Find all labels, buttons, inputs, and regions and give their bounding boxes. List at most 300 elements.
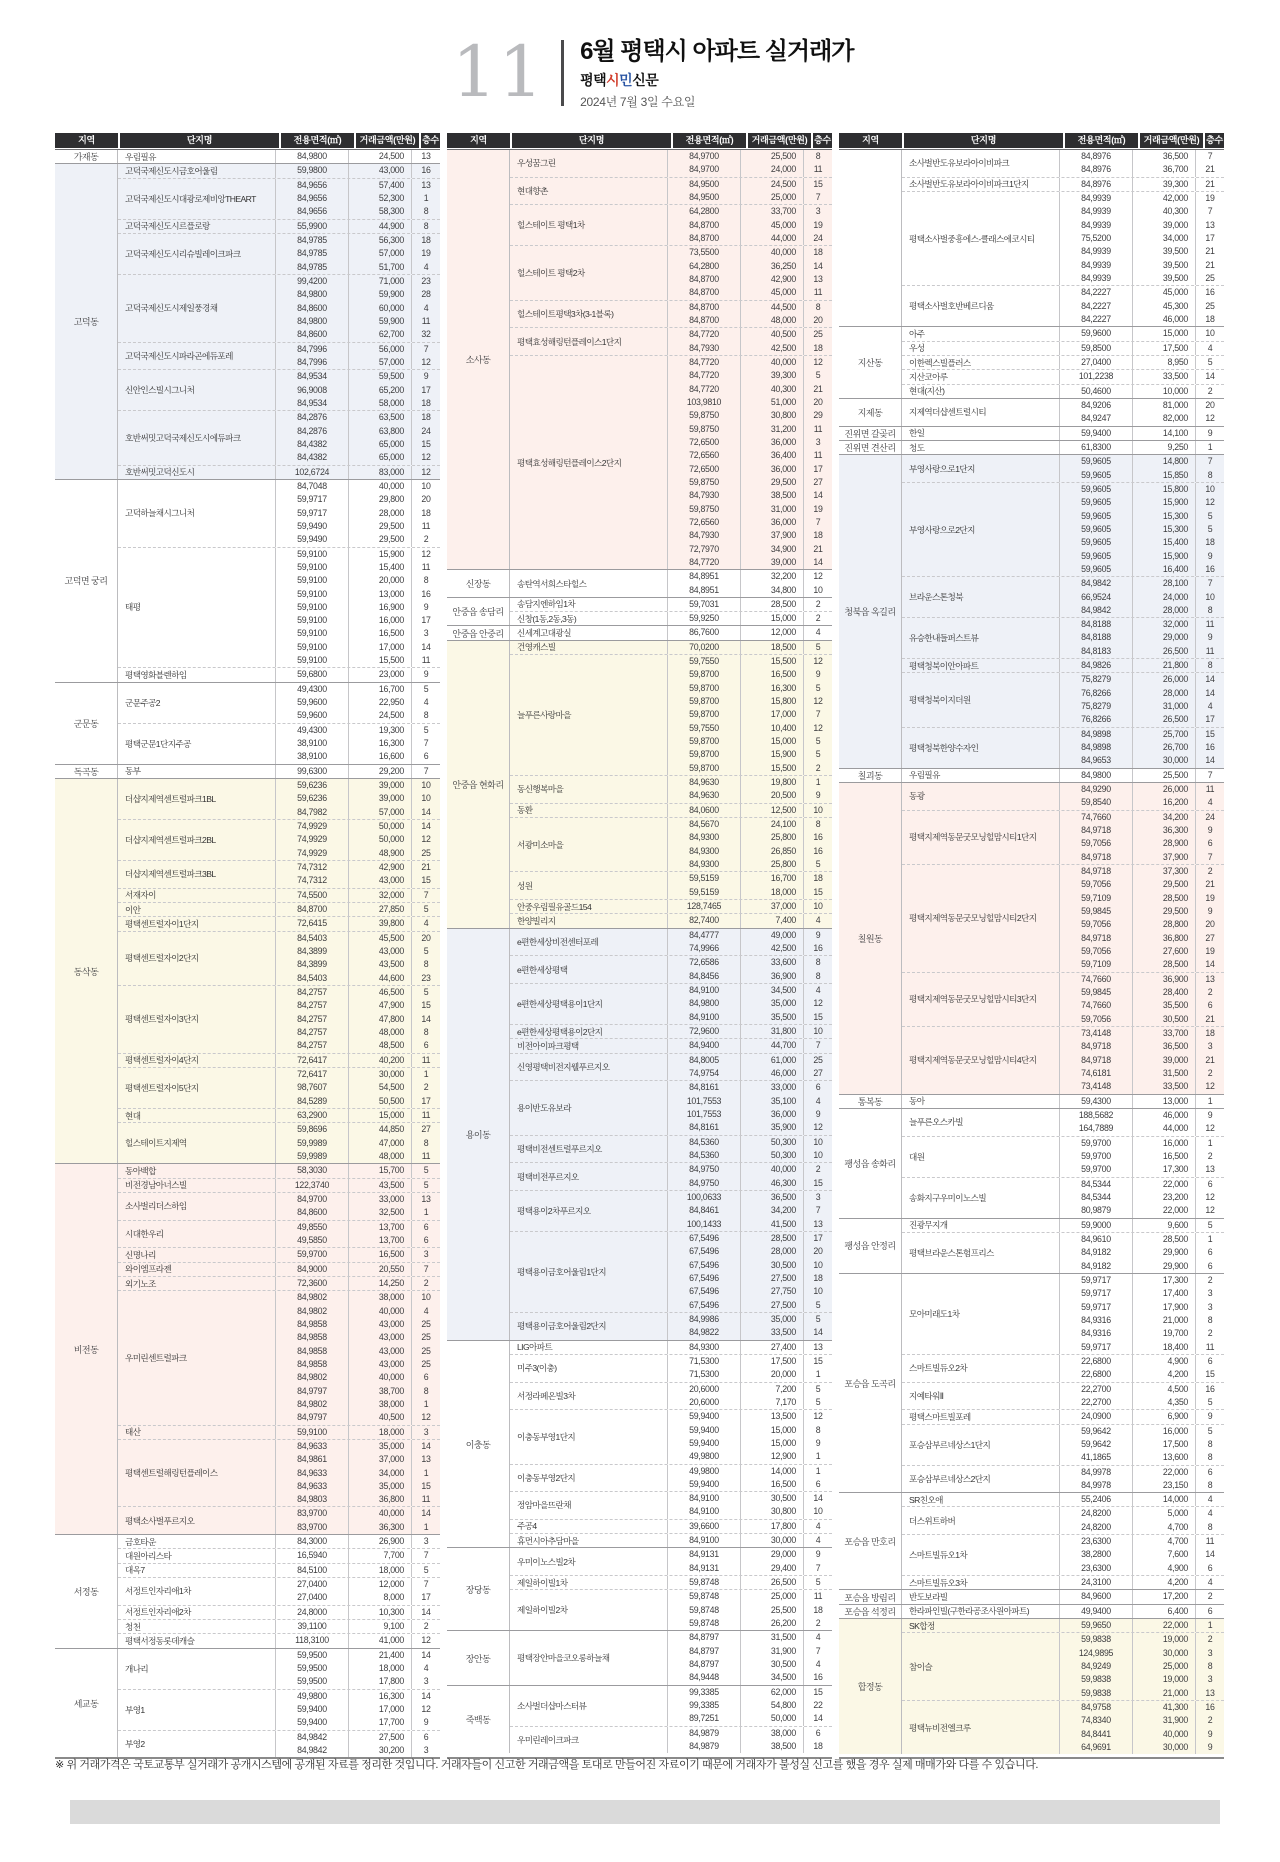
area-cell: 76,8266 — [1060, 687, 1133, 700]
price-cell: 45,000 — [1133, 286, 1196, 299]
floor-cell: 14 — [421, 1508, 431, 1519]
transaction-row — [276, 1109, 440, 1122]
region-block — [447, 1547, 832, 1630]
floor-cell: 9 — [815, 669, 821, 680]
complex-row — [118, 1108, 440, 1122]
floor-cell: 2 — [815, 762, 821, 773]
transaction-row — [1060, 958, 1224, 971]
floor-cell: 7 — [1207, 206, 1213, 217]
price-cell: 17,200 — [1133, 1590, 1196, 1603]
floor-cell: 4 — [1207, 1508, 1213, 1519]
area-cell: 59,8700 — [668, 695, 741, 708]
area-cell: 84,5403 — [276, 972, 349, 985]
area-cell: 76,8266 — [1060, 713, 1133, 726]
complex-name-cell: 이충동부영2단지 — [510, 1465, 668, 1492]
area-cell: 59,9845 — [1060, 905, 1133, 918]
rows-column — [1060, 1355, 1224, 1382]
transaction-row — [1060, 973, 1224, 986]
complex-row — [510, 626, 832, 639]
area-cell: 118,3100 — [276, 1634, 349, 1647]
complex-row — [118, 888, 440, 902]
area-cell: 74,9929 — [276, 820, 349, 833]
complex-row — [902, 482, 1224, 576]
area-cell: 84,9633 — [276, 1467, 349, 1480]
area-cell: 59,9490 — [276, 520, 349, 533]
area-cell: 23,6300 — [1060, 1535, 1133, 1548]
transaction-row — [1060, 313, 1224, 326]
price-cell: 26,500 — [741, 1576, 804, 1589]
complex-row — [902, 1232, 1224, 1273]
area-cell: 84,9842 — [276, 1731, 349, 1744]
footer-band — [70, 1800, 1220, 1824]
transaction-row — [668, 449, 832, 462]
complex-name-cell: 평택센트럴자이5단지 — [118, 1068, 276, 1108]
area-cell: 84,2227 — [1060, 300, 1133, 313]
floor-cell: 3 — [423, 1426, 429, 1437]
complex-row — [510, 611, 832, 625]
transaction-row — [276, 275, 440, 288]
price-cell: 17,000 — [349, 1703, 412, 1716]
area-cell: 84,9448 — [668, 1671, 741, 1684]
transaction-row — [1060, 232, 1224, 245]
transaction-row — [276, 1426, 440, 1439]
price-cell: 26,000 — [1133, 673, 1196, 686]
complex-name-cell: 더샵지제역센트럴파크1BL — [118, 779, 276, 819]
transaction-row — [1060, 728, 1224, 741]
floor-cell: 9 — [815, 1437, 821, 1448]
price-cell: 44,850 — [349, 1123, 412, 1136]
region-body — [902, 1590, 1224, 1603]
complex-row — [510, 955, 832, 983]
transaction-row — [668, 818, 832, 831]
area-cell: 84,9718 — [1060, 932, 1133, 945]
price-cell: 16,200 — [1133, 796, 1196, 809]
complex-name-cell: 송담지엔하임1차 — [510, 598, 668, 611]
rows-column — [1060, 192, 1224, 285]
floor-cell: 7 — [1207, 456, 1213, 467]
transaction-row — [668, 1108, 832, 1121]
complex-name-cell: 대옥7 — [118, 1564, 276, 1577]
transaction-row — [1060, 1341, 1224, 1354]
complex-name-cell: 평택브라운스톤험프리스 — [902, 1233, 1060, 1273]
transaction-row — [276, 1026, 440, 1039]
transaction-row — [668, 1067, 832, 1080]
complex-name-cell: 지산코아루 — [902, 370, 1060, 383]
rows-column — [668, 641, 832, 654]
complex-row — [118, 480, 440, 547]
area-cell: 82,7400 — [668, 914, 741, 927]
area-cell: 84,2757 — [276, 1026, 349, 1039]
price-cell: 46,000 — [1133, 1109, 1196, 1122]
area-cell: 59,6236 — [276, 779, 349, 792]
floor-cell: 8 — [1207, 1661, 1213, 1672]
rows-column — [276, 179, 440, 219]
price-cell: 40,500 — [741, 328, 804, 341]
area-cell: 59,9100 — [276, 561, 349, 574]
region-cell: 이충동 — [447, 1341, 510, 1548]
price-cell: 16,600 — [349, 750, 412, 763]
complex-row — [510, 1589, 832, 1630]
complex-row — [118, 164, 440, 177]
rows-column — [276, 164, 440, 177]
transaction-row — [276, 1039, 440, 1052]
rows-column — [668, 1727, 832, 1754]
area-cell: 84,2757 — [276, 999, 349, 1012]
area-cell: 59,9100 — [276, 654, 349, 667]
floor-cell: 5 — [1207, 510, 1213, 521]
transaction-row — [276, 765, 440, 778]
price-cell: 17,800 — [741, 1520, 804, 1533]
price-cell: 17,800 — [349, 1675, 412, 1688]
area-cell: 84,2227 — [1060, 313, 1133, 326]
area-cell: 84,8976 — [1060, 150, 1133, 163]
rows-column — [276, 548, 440, 668]
price-cell: 38,000 — [349, 1398, 412, 1411]
area-cell: 83,9700 — [276, 1507, 349, 1520]
area-cell: 80,9879 — [1060, 1204, 1133, 1217]
transaction-row — [1060, 659, 1224, 672]
column-header: 전용면적(㎡) — [281, 133, 354, 148]
rows-column — [1060, 618, 1224, 658]
area-cell: 84,9000 — [276, 1263, 349, 1276]
floor-cell: 12 — [1205, 1205, 1215, 1216]
transaction-row — [1060, 1660, 1224, 1673]
floor-cell: 3 — [815, 436, 821, 447]
area-cell: 84,8700 — [668, 314, 741, 327]
complex-name-cell: 부영사랑으로1단지 — [902, 455, 1060, 482]
floor-cell: 25 — [813, 1054, 823, 1065]
complex-name-cell: 늘푸른사랑마을 — [510, 655, 668, 775]
transaction-row — [668, 570, 832, 583]
complex-name-cell: 우성꿈그린 — [510, 150, 668, 177]
area-cell: 59,9838 — [1060, 1633, 1133, 1646]
price-cell: 33,500 — [1133, 370, 1196, 383]
area-cell: 100,1433 — [668, 1218, 741, 1231]
transaction-row — [668, 1039, 832, 1052]
price-cell: 27,500 — [349, 1731, 412, 1744]
region-cell: 안중읍 현화리 — [447, 641, 510, 928]
rows-column — [668, 956, 832, 983]
floor-cell: 8 — [1207, 1452, 1213, 1463]
transaction-row — [276, 1634, 440, 1647]
floor-cell: 7 — [423, 1263, 429, 1274]
transaction-row — [668, 655, 832, 668]
floor-cell: 12 — [421, 548, 431, 559]
transaction-row — [668, 1658, 832, 1671]
area-cell: 55,2406 — [1060, 1493, 1133, 1506]
floor-cell: 12 — [813, 722, 823, 733]
price-cell: 40,300 — [741, 383, 804, 396]
price-cell: 4,900 — [1133, 1562, 1196, 1575]
transaction-row — [276, 370, 440, 383]
price-cell: 16,300 — [349, 1690, 412, 1703]
floor-cell: 18 — [813, 342, 823, 353]
complex-name-cell: 우림필유 — [118, 150, 276, 163]
floor-cell: 11 — [813, 423, 823, 434]
transaction-row — [1060, 618, 1224, 631]
transaction-row — [276, 1507, 440, 1520]
floor-cell: 18 — [813, 1604, 823, 1615]
area-cell: 96,9008 — [276, 384, 349, 397]
floor-cell: 27 — [813, 476, 823, 487]
complex-name-cell: 금호타운 — [118, 1535, 276, 1548]
column-header: 지역 — [839, 133, 902, 148]
complex-row — [510, 1135, 832, 1163]
floor-cell: 15 — [421, 875, 431, 886]
price-cell: 44,500 — [741, 301, 804, 314]
complex-row — [118, 1192, 440, 1220]
area-cell: 67,5496 — [668, 1272, 741, 1285]
floor-cell: 5 — [423, 1165, 429, 1176]
area-cell: 59,9838 — [1060, 1687, 1133, 1700]
floor-cell: 2 — [815, 1618, 821, 1629]
price-cell: 15,000 — [741, 1437, 804, 1450]
floor-cell: 2 — [815, 613, 821, 624]
price-cell: 16,000 — [1133, 1425, 1196, 1438]
price-cell: 30,000 — [1133, 1647, 1196, 1660]
area-cell: 41,1865 — [1060, 1451, 1133, 1464]
price-cell: 43,000 — [349, 164, 412, 177]
area-cell: 38,9100 — [276, 737, 349, 750]
rows-column — [668, 1492, 832, 1519]
complex-row — [118, 765, 440, 778]
area-cell: 59,7550 — [668, 722, 741, 735]
complex-name-cell: 스마트빌듀오2차 — [902, 1355, 1060, 1382]
area-cell: 84,8188 — [1060, 631, 1133, 644]
complex-row — [118, 219, 440, 233]
rows-column — [668, 626, 832, 639]
column-header: 지역 — [447, 133, 510, 148]
transaction-row — [1060, 1741, 1224, 1754]
price-cell: 42,000 — [1133, 192, 1196, 205]
region-cell: 동삭동 — [55, 779, 118, 1163]
floor-cell: 6 — [423, 1731, 429, 1742]
transaction-row — [668, 1631, 832, 1644]
transaction-row — [276, 192, 440, 205]
transaction-row — [276, 1081, 440, 1094]
area-cell: 59,9400 — [276, 1703, 349, 1716]
area-cell: 59,9400 — [668, 1410, 741, 1423]
region-block — [839, 398, 1224, 426]
price-cell: 7,400 — [741, 914, 804, 927]
rows-column — [668, 1410, 832, 1463]
transaction-row — [668, 409, 832, 422]
area-cell: 101,2238 — [1060, 370, 1133, 383]
area-cell: 84,5360 — [668, 1136, 741, 1149]
floor-cell: 14 — [813, 1327, 823, 1338]
transaction-row — [668, 246, 832, 259]
area-cell: 59,8748 — [668, 1576, 741, 1589]
transaction-row — [1060, 1314, 1224, 1327]
floor-cell: 18 — [421, 397, 431, 408]
area-cell: 84,5670 — [668, 818, 741, 831]
transaction-row — [1060, 892, 1224, 905]
transaction-row — [1060, 645, 1224, 658]
price-cell: 40,200 — [349, 1054, 412, 1067]
price-cell: 31,000 — [1133, 700, 1196, 713]
rows-column — [1060, 1576, 1224, 1589]
publisher-logo-part: 민 — [619, 72, 633, 88]
floor-cell: 16 — [1205, 563, 1215, 574]
floor-cell: 15 — [1205, 728, 1215, 739]
complex-name-cell: 늘푸른오스카빌 — [902, 1109, 1060, 1136]
complex-row — [118, 342, 440, 370]
floor-cell: 2 — [423, 1082, 429, 1093]
transaction-row — [276, 601, 440, 614]
floor-cell: 16 — [421, 588, 431, 599]
price-cell: 37,900 — [1133, 851, 1196, 864]
complex-name-cell: 현대(지산) — [902, 385, 1060, 398]
transaction-row — [668, 735, 832, 748]
region-body — [510, 570, 832, 597]
floor-cell: 10 — [421, 1292, 431, 1303]
rows-column — [276, 724, 440, 764]
complex-row — [902, 783, 1224, 810]
transaction-row — [1060, 673, 1224, 686]
complex-name-cell: 브라운스톤청북 — [902, 577, 1060, 617]
transaction-row — [1060, 918, 1224, 931]
price-cell: 54,500 — [349, 1081, 412, 1094]
price-cell: 58,300 — [349, 205, 412, 218]
floor-cell: 5 — [815, 1396, 821, 1407]
transaction-row — [668, 489, 832, 502]
rows-column — [1060, 1701, 1224, 1754]
transaction-row — [276, 451, 440, 464]
price-cell: 16,500 — [741, 668, 804, 681]
floor-cell: 6 — [1207, 1605, 1213, 1616]
floor-cell: 4 — [1207, 1577, 1213, 1588]
transaction-row — [668, 1355, 832, 1368]
transaction-row — [1060, 1122, 1224, 1135]
price-cell: 15,500 — [741, 655, 804, 668]
floor-cell: 9 — [423, 371, 429, 382]
floor-cell: 8 — [815, 819, 821, 830]
transaction-row — [1060, 1535, 1224, 1548]
transaction-row — [1060, 1040, 1224, 1053]
floor-cell: 24 — [813, 232, 823, 243]
area-cell: 59,8540 — [1060, 796, 1133, 809]
floor-cell: 7 — [815, 516, 821, 527]
floor-cell: 4 — [815, 627, 821, 638]
transaction-row — [1060, 1080, 1224, 1093]
floor-cell: 10 — [421, 793, 431, 804]
floor-cell: 17 — [813, 1232, 823, 1243]
region-block — [839, 440, 1224, 454]
floor-cell: 17 — [421, 615, 431, 626]
complex-name-cell: 신세계고대광실 — [510, 626, 668, 639]
area-cell: 84,9939 — [1060, 219, 1133, 232]
transaction-row — [276, 1521, 440, 1534]
area-cell: 61,8300 — [1060, 441, 1133, 454]
price-cell: 50,000 — [349, 820, 412, 833]
price-cell: 13,700 — [349, 1234, 412, 1247]
region-cell: 고덕면 궁리 — [55, 480, 118, 682]
price-cell: 15,500 — [349, 654, 412, 667]
transaction-row — [276, 792, 440, 805]
price-cell: 31,900 — [741, 1645, 804, 1658]
complex-name-cell: 평택청북이안아파트 — [902, 659, 1060, 672]
price-cell: 16,900 — [349, 601, 412, 614]
rows-column — [1060, 1590, 1224, 1603]
floor-cell: 9 — [1207, 1109, 1213, 1120]
region-block — [447, 1685, 832, 1754]
price-cell: 33,500 — [1133, 1080, 1196, 1093]
region-block — [55, 163, 440, 479]
price-cell: 40,000 — [741, 356, 804, 369]
floor-cell: 11 — [1205, 1536, 1215, 1547]
rows-column — [668, 818, 832, 871]
region-body — [118, 480, 440, 682]
complex-name-cell: 송화지구우미이노스빌 — [902, 1178, 1060, 1218]
region-body — [902, 1274, 1224, 1492]
area-cell: 59,7550 — [668, 655, 741, 668]
transaction-row — [276, 1193, 440, 1206]
complex-row — [510, 1053, 832, 1081]
rows-column — [276, 1634, 440, 1647]
price-cell: 34,900 — [741, 543, 804, 556]
price-cell: 19,000 — [1133, 1673, 1196, 1686]
area-cell: 84,9700 — [668, 163, 741, 176]
floor-cell: 14 — [421, 821, 431, 832]
price-cell: 49,000 — [741, 929, 804, 942]
rows-column — [1060, 370, 1224, 383]
area-cell: 71,5300 — [668, 1355, 741, 1368]
transaction-row — [1060, 219, 1224, 232]
area-cell: 84,5289 — [276, 1095, 349, 1108]
complex-row — [902, 355, 1224, 369]
complex-row — [510, 1548, 832, 1575]
transaction-row — [1060, 783, 1224, 796]
price-cell: 14,000 — [741, 1465, 804, 1478]
floor-cell: 11 — [421, 1054, 431, 1065]
floor-cell: 2 — [1207, 385, 1213, 396]
area-cell: 72,6560 — [668, 516, 741, 529]
area-cell: 49,4300 — [276, 724, 349, 737]
transaction-row — [1060, 811, 1224, 824]
price-cell: 15,000 — [741, 612, 804, 625]
area-cell: 84,7930 — [668, 529, 741, 542]
price-cell: 39,500 — [1133, 259, 1196, 272]
area-cell: 71,5300 — [668, 1368, 741, 1381]
complex-row — [902, 427, 1224, 440]
floor-cell: 2 — [1207, 1328, 1213, 1339]
price-cell: 45,500 — [349, 932, 412, 945]
transaction-row — [668, 273, 832, 286]
region-body — [118, 150, 440, 163]
rows-column — [276, 1649, 440, 1689]
complex-name-cell: e편한세상평택용이2단지 — [510, 1025, 668, 1038]
transaction-row — [276, 261, 440, 274]
region-body — [902, 1219, 1224, 1273]
transaction-row — [668, 476, 832, 489]
area-cell: 84,9939 — [1060, 205, 1133, 218]
transaction-row — [1060, 1605, 1224, 1618]
rows-column — [276, 1277, 440, 1290]
area-cell: 84,4382 — [276, 451, 349, 464]
floor-cell: 17 — [421, 384, 431, 395]
complex-row — [902, 1136, 1224, 1177]
table-header-row — [839, 133, 1224, 148]
floor-cell: 6 — [1207, 838, 1213, 849]
transaction-row — [276, 588, 440, 601]
area-cell: 84,9206 — [1060, 399, 1133, 412]
floor-cell: 18 — [1205, 537, 1215, 548]
column-header: 거래금액(만원) — [748, 133, 811, 148]
transaction-row — [668, 1671, 832, 1684]
transaction-row — [276, 574, 440, 587]
floor-cell: 8 — [423, 220, 429, 231]
area-cell: 59,8750 — [668, 423, 741, 436]
